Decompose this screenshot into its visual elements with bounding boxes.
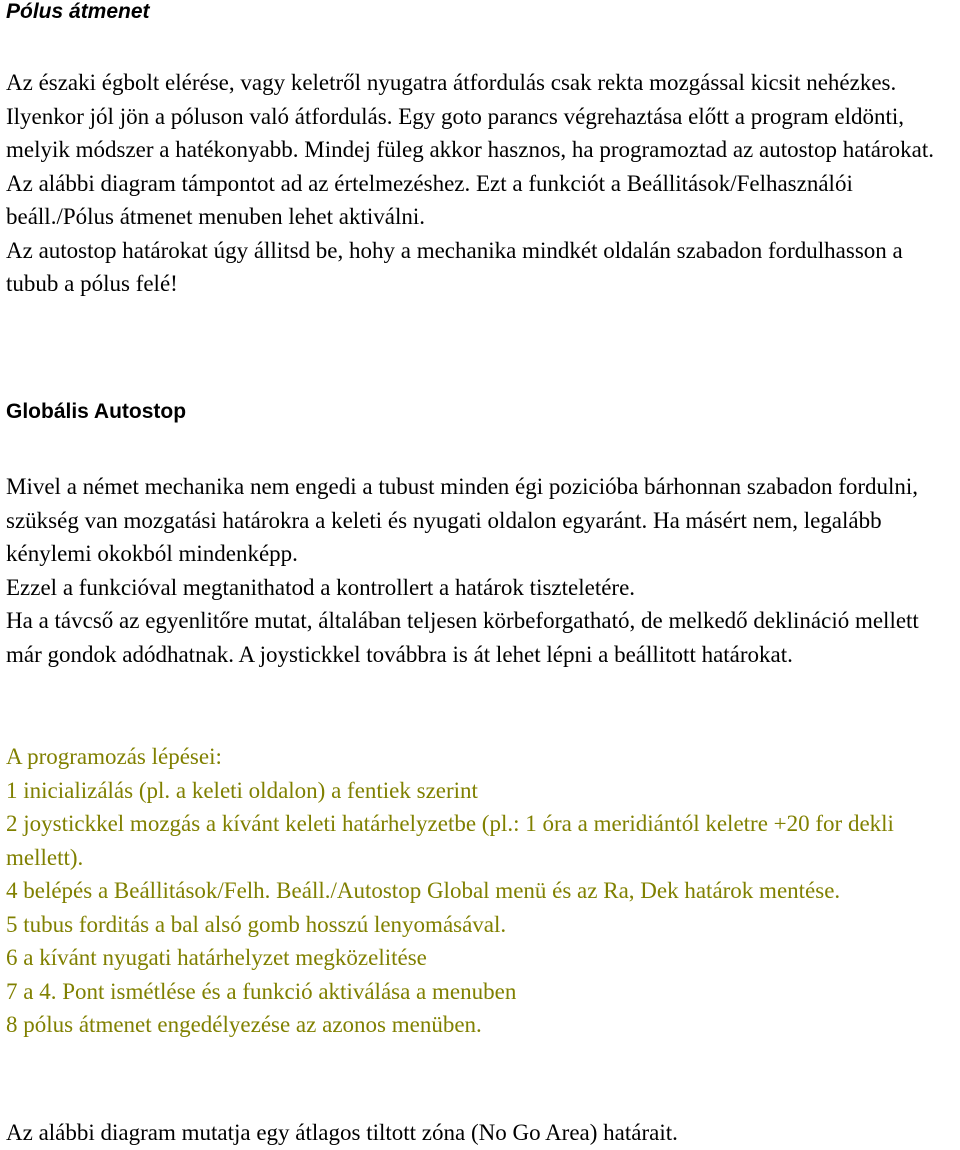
- step-item: 1 inicializálás (pl. a keleti oldalon) a fentiek szerint: [6, 777, 478, 803]
- section-polus-atmenet: [6, 66, 958, 301]
- steps-list: [6, 740, 958, 1042]
- step-item: 8 pólus átmenet engedélyezése az azonos menüben.: [6, 1012, 482, 1037]
- footer-text: Az alábbi diagram mutatja egy átlagos tiltott zóna (No Go Area) határait.: [6, 1120, 678, 1145]
- heading-globalis-autostop: Globális Autostop: [6, 400, 187, 423]
- step-item: 5 tubus forditás a bal alsó gomb hosszú lenyomásával.: [6, 911, 507, 937]
- heading-polus-atmenet: Pólus átmenet: [6, 0, 150, 23]
- step-item: 4 belépés a Beállitások/Felh. Beáll./Autostop Global menü és az Ra, Dek határok mentése.: [6, 878, 841, 903]
- step-item: 2 joystickkel mozgás a kívánt keleti határhelyzetbe (pl.: 1 óra a meridiántól keletre +20 for dekli mellett).: [6, 811, 894, 870]
- paragraph-polus-intro: Az északi égbolt elérése, vagy keletről nyugatra átfordulás csak rekta mozgással kicsit nehézkes. Ilyenkor jól jön a póluson való átfordulás. Egy goto parancs végrehaztása előtt a program eldönti, melyik módszer a hatékonyabb. Mindej füleg akkor hasznos, ha programoztad az autostop határokat. Az alábbi diagram támpontot ad az értelmezéshez. Ezt a funkciót a Beállitások/Felhasználói beáll./Pólus átmenet menuben lehet aktiválni.: [6, 70, 935, 229]
- paragraph-global-detail: Ha a távcső az egyenlitőre mutat, általában teljesen körbeforgatható, de melkedő deklináció mellett már gondok adódhatnak. A joystickkel továbbra is át lehet lépni a beállitott határokat.: [6, 608, 919, 667]
- steps-title: A programozás lépései:: [6, 744, 222, 769]
- paragraph-autostop-note: Az autostop határokat úgy állitsd be, hohy a mechanika mindkét oldalán szabadon fordulhasson a tubub a pólus felé!: [6, 237, 903, 296]
- step-item: 7 a 4. Pont ismétlése és a funkció aktiválása a menuben: [6, 978, 517, 1004]
- section-globalis-autostop: [6, 470, 958, 671]
- paragraph-global-intro: Mivel a német mechanika nem engedi a tubust minden égi pozicióba bárhonnan szabadon fordulni, szükség van mozgatási határokra a keleti és nyugati oldalon egyaránt. Ha másért nem, legalább kénylemi okokból mindenképp.: [6, 474, 919, 566]
- paragraph-global-function: Ezzel a funkcióval megtanithatod a kontrollert a határok tiszteletére.: [6, 574, 636, 600]
- step-item: 6 a kívánt nyugati határhelyzet megközelitése: [6, 945, 427, 970]
- footer-note: [6, 1116, 958, 1150]
